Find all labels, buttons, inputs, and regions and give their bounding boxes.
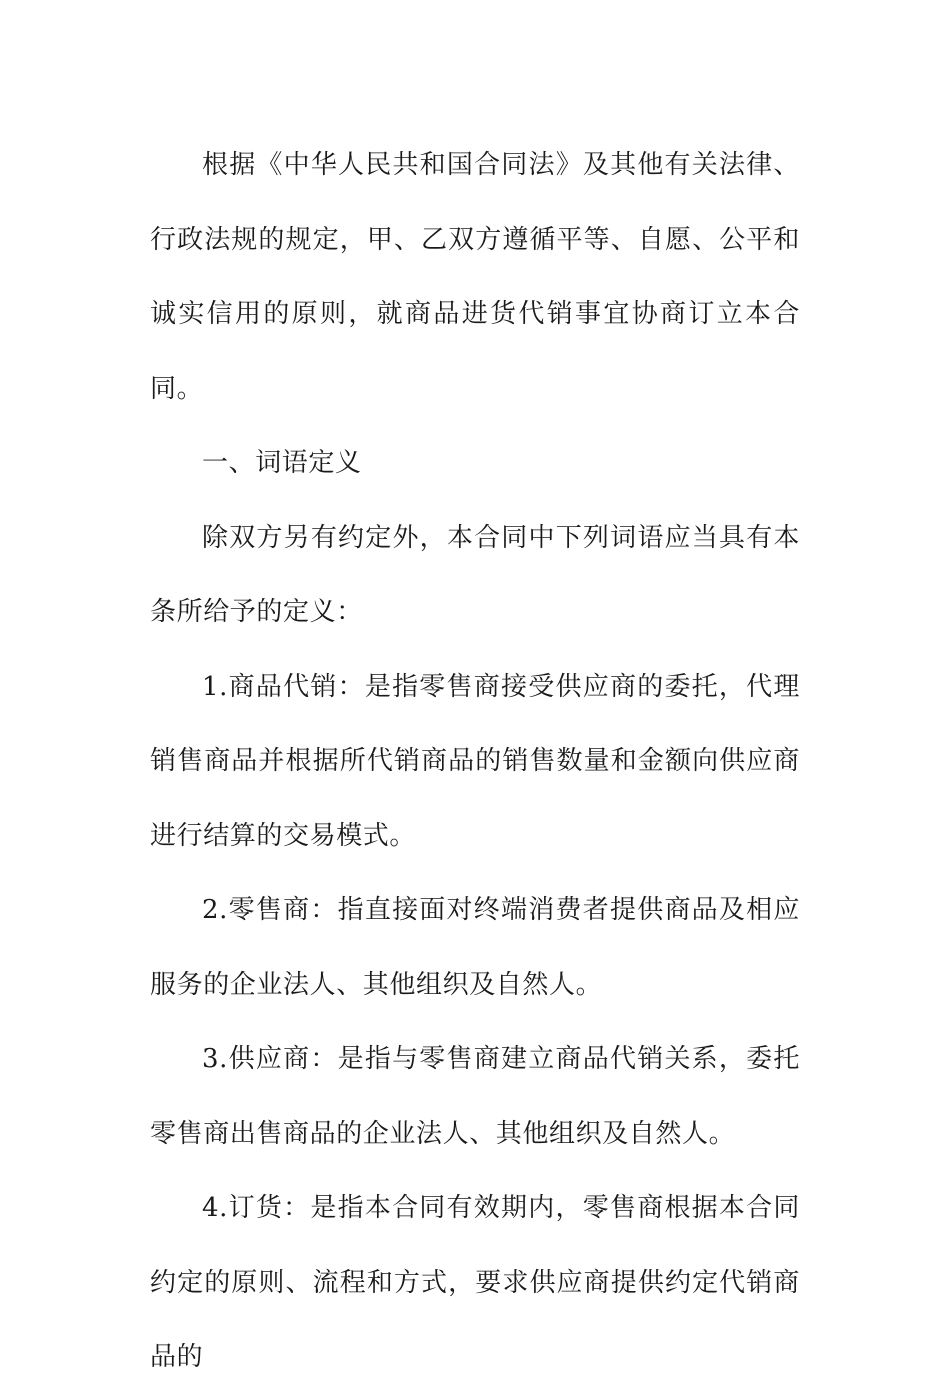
definitions-intro-paragraph: 除双方另有约定外，本合同中下列词语应当具有本条所给予的定义： (150, 522, 800, 627)
definition-item-1: 1.商品代销：是指零售商接受供应商的委托，代理销售商品并根据所代销商品的销售数量和金额向供应商进行结算的交易模式。 (150, 671, 800, 851)
definition-item-2: 2.零售商：指直接面对终端消费者提供商品及相应服务的企业法人、其他组织及自然人。 (150, 895, 800, 1000)
definition-item-3: 3.供应商：是指与零售商建立商品代销关系，委托零售商出售商品的企业法人、其他组织及自然人。 (150, 1044, 800, 1149)
definition-item-4: 4.订货：是指本合同有效期内，零售商根据本合同约定的原则、流程和方式，要求供应商提供约定代销商品的 (150, 1193, 800, 1372)
intro-paragraph: 根据《中华人民共和国合同法》及其他有关法律、行政法规的规定，甲、乙双方遵循平等、自愿、公平和诚实信用的原则，就商品进货代销事宜协商订立本合同。 (150, 150, 800, 404)
contract-body (150, 128, 800, 1395)
section-heading-definitions: 一、词语定义 (202, 448, 362, 478)
